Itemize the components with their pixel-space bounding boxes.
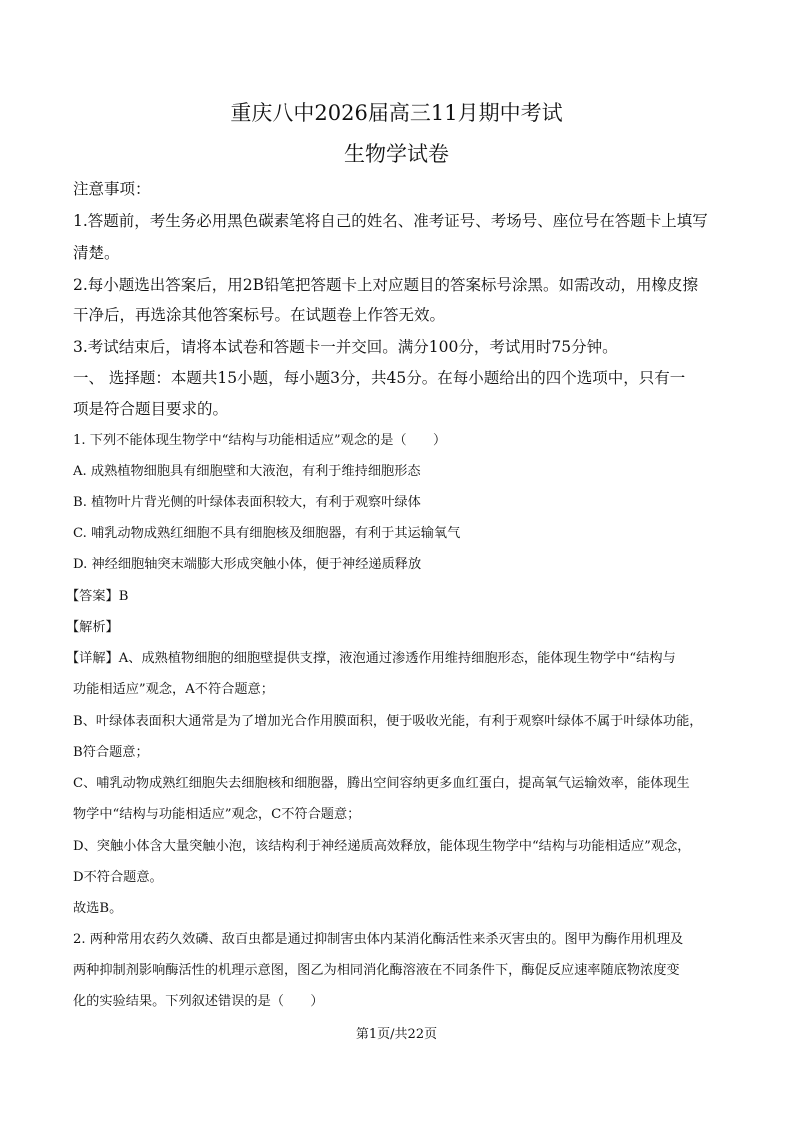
section-heading: 一、 选择题：本题共15小题，每小题3分，共45分。在每小题给出的四个选项中，只有一	[73, 369, 686, 387]
option-a: A. 成熟植物细胞具有细胞壁和大液泡，有利于维持细胞形态	[73, 464, 421, 479]
explanation-line: 功能相适应”观念，A不符合题意；	[73, 682, 274, 697]
question-stem: 1. 下列不能体现生物学中“结构与功能相适应”观念的是（ ）	[73, 433, 447, 448]
explanation-line: B、叶绿体表面积大通常是为了增加光合作用膜面积，便于吸收光能，有利于观察叶绿体不属于叶绿体功能，	[73, 714, 703, 729]
explanation-conclusion: 故选B。	[73, 901, 123, 916]
page-footer: 第1页/共22页	[355, 1027, 438, 1042]
notice-line: 干净后，再选涂其他答案标号。在试题卷上作答无效。	[73, 306, 446, 324]
option-d: D. 神经细胞轴突末端膨大形成突触小体，便于神经递质释放	[73, 557, 422, 572]
explanation-line: 【详解】A、成熟植物细胞的细胞壁提供支撑，液泡通过渗透作用维持细胞形态，能体现生物学中“结构与	[66, 651, 676, 666]
question2-stem: 两种抑制剂影响酶活性的机理示意图，图乙为相同消化酶溶液在不同条件下，酶促反应速率随底物浓度变	[73, 963, 680, 978]
option-b: B. 植物叶片背光侧的叶绿体表面积较大，有利于观察叶绿体	[73, 495, 421, 510]
exam-subtitle: 生物学试卷	[344, 142, 449, 166]
exam-title: 重庆八中2026届高三11月期中考试	[230, 101, 563, 125]
analysis-label: 【解析】	[66, 620, 119, 635]
explanation-line: 物学中“结构与功能相适应”观念，C不符合题意；	[73, 807, 361, 822]
answer-label: 【答案】B	[66, 589, 129, 604]
notice-heading: 注意事项：	[73, 180, 151, 198]
notice-line: 清楚。	[73, 244, 120, 262]
explanation-line: D不符合题意。	[73, 870, 163, 885]
question2-stem: 化的实验结果。下列叙述错误的是（ ）	[73, 994, 324, 1009]
question2-stem: 2. 两种常用农药久效磷、敌百虫都是通过抑制害虫体内某消化酶活性来杀灭害虫的。图甲为酶作用机理及	[73, 932, 684, 947]
explanation-line: B符合题意；	[73, 745, 149, 760]
section-heading: 项是符合题目要求的。	[73, 400, 229, 418]
notice-line: 1.答题前，考生务必用黑色碳素笔将自己的姓名、准考证号、考场号、座位号在答题卡上填写	[73, 212, 708, 230]
notice-line: 3.考试结束后，请将本试卷和答题卡一并交回。满分100分，考试用时75分钟。	[73, 338, 618, 356]
notice-line: 2.每小题选出答案后，用2B铅笔把答题卡上对应题目的答案标号涂黑。如需改动，用橡皮擦	[73, 276, 699, 294]
option-c: C. 哺乳动物成熟红细胞不具有细胞核及细胞器，有利于其运输氧气	[73, 526, 461, 541]
explanation-line: D、突触小体含大量突触小泡，该结构利于神经递质高效释放，能体现生物学中“结构与功能相适应”观念，	[73, 839, 691, 854]
explanation-line: C、哺乳动物成熟红细胞失去细胞核和细胞器，腾出空间容纳更多血红蛋白，提高氧气运输效率，能体现生	[73, 776, 690, 791]
